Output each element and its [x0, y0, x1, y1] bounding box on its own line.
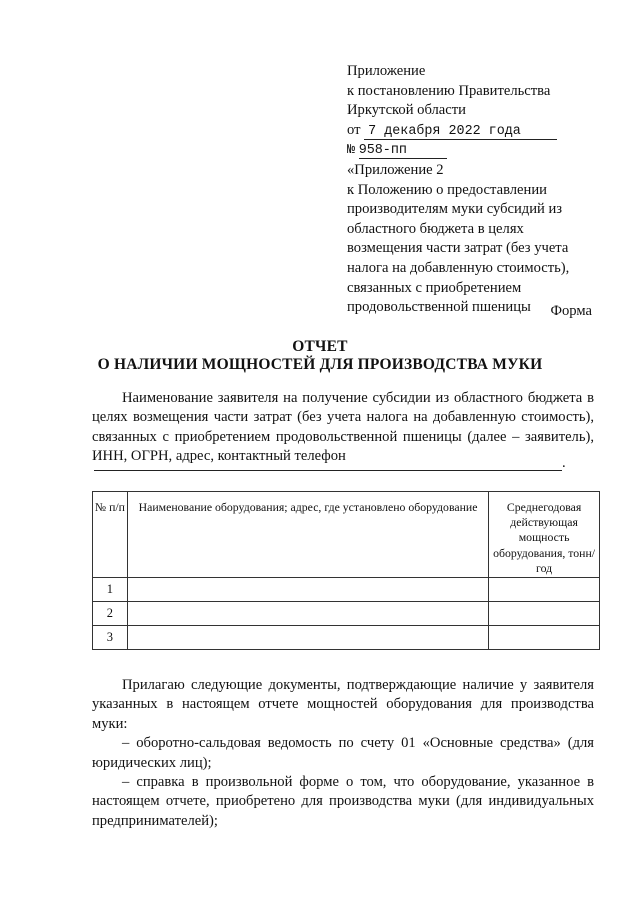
- equipment-table: [92, 491, 600, 650]
- row-number: 3: [93, 626, 128, 650]
- appendix-sub-line: возмещения части затрат (без учета: [347, 240, 569, 257]
- document-subtitle: О НАЛИЧИИ МОЩНОСТЕЙ ДЛЯ ПРОИЗВОДСТВА МУКИ: [97, 356, 543, 373]
- applicant-paragraph: Наименование заявителя на получение субсидии из областного бюджета в целях возмещения части затрат (без учета налога на добавленную стоимость), связанных с приобретением продовольственной пшеницы (далее – заявитель), ИНН, ОГРН, адрес, контактный телефон: [92, 390, 594, 465]
- row-number: 1: [93, 578, 128, 602]
- appendix-sub-line: налога на добавленную стоимость),: [347, 259, 570, 276]
- capacity-cell[interactable]: [489, 578, 600, 602]
- appendix-sub-line: к Положению о предоставлении: [347, 181, 547, 198]
- table-row: [93, 578, 600, 602]
- appendix-sub-line: производителям муки субсидий из: [347, 201, 563, 218]
- row-number: 2: [93, 602, 128, 626]
- appendix-line-1: Приложение: [347, 63, 426, 79]
- header-equipment-name: Наименование оборудования; адрес, где установлено оборудование: [127, 492, 488, 578]
- header-capacity: Среднегодовая действующая мощность оборудования, тонн/год: [489, 492, 600, 578]
- appendix-line-2: к постановлению Правительства: [347, 82, 551, 99]
- appendix-sub-line: продовольственной пшеницы: [347, 299, 531, 316]
- form-label: Форма: [550, 303, 592, 319]
- appendix-date-line: [347, 121, 607, 141]
- header-number: № п/п: [93, 492, 128, 578]
- appendix-block: [347, 62, 607, 318]
- number-value: 958-пп: [359, 143, 447, 159]
- attachment-item: – справка в произвольной форме о том, что оборудование, указанное в настоящем отчете, приобретено для производства муки (для индивидуальных предпринимателей);: [92, 774, 594, 829]
- capacity-cell[interactable]: [489, 626, 600, 650]
- appendix-sub-line: связанных с приобретением: [347, 279, 522, 296]
- appendix-sub-line: «Приложение 2: [347, 161, 444, 178]
- document-title: ОТЧЕТ: [292, 338, 348, 355]
- appendix-number-line: [347, 140, 607, 161]
- applicant-fill-line[interactable]: [94, 470, 562, 471]
- table-row: [93, 626, 600, 650]
- date-prefix: от: [347, 121, 361, 138]
- equipment-name-cell[interactable]: [127, 602, 488, 626]
- attachments-intro: Прилагаю следующие документы, подтверждающие наличие у заявителя указанных в настоящем отчете мощностей оборудования для производства муки:: [92, 677, 594, 732]
- date-value: 7 декабря 2022 года: [364, 124, 557, 140]
- equipment-name-cell[interactable]: [127, 626, 488, 650]
- equipment-name-cell[interactable]: [127, 578, 488, 602]
- appendix-sub-line: областного бюджета в целях: [347, 220, 524, 237]
- table-row: [93, 602, 600, 626]
- attachment-item: – оборотно-сальдовая ведомость по счету 01 «Основные средства» (для юридических лиц);: [92, 735, 594, 771]
- fill-line-period: .: [562, 455, 566, 471]
- attachments-section: [92, 676, 594, 831]
- table-header-row: [93, 492, 600, 578]
- capacity-cell[interactable]: [489, 602, 600, 626]
- number-prefix: №: [347, 143, 356, 159]
- appendix-line-3: Иркутской области: [347, 102, 466, 119]
